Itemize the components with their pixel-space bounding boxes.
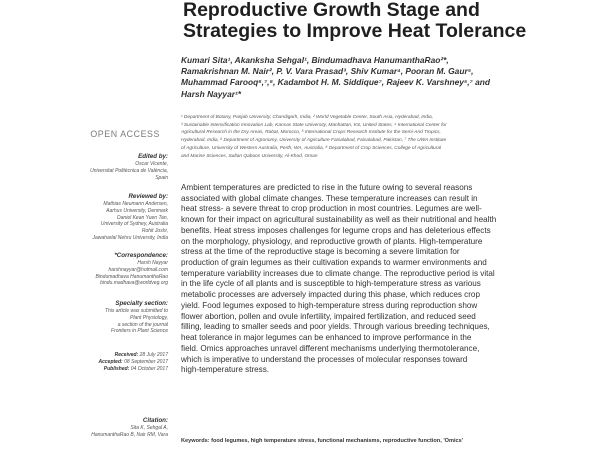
abstract-line: metabolic processes are adversely impacted during this phase, which reduces crop xyxy=(181,290,480,300)
abstract-line: field. Omics approaches unravel different mechanisms underlying thermotolerance, xyxy=(181,343,480,353)
abstract-line: associated with global climate changes. These temperature increases can result in xyxy=(181,193,478,203)
abstract-line: production of grain legumes as their cultivation expands to warmer environments and xyxy=(181,258,487,268)
reviewer-line: Rohit Joshi, xyxy=(141,228,168,235)
date-published xyxy=(58,366,168,373)
reviewer-line: Aarhus University, Denmark xyxy=(106,207,168,214)
reviewer-line: University of Sydney, Australia xyxy=(100,221,168,228)
abstract-line: filling, leading to smaller seeds and poor yields. Through various breeding techniques, xyxy=(181,322,490,332)
citation-line: Sita K, Sehgal A, xyxy=(130,425,168,431)
abstract-line: Ambient temperatures are predicted to rise in the future owing to several reasons xyxy=(181,183,473,192)
edited-by-heading: Edited by: xyxy=(138,153,168,160)
correspondence-heading: *Correspondence: xyxy=(114,252,168,259)
reviewed-by-heading: Reviewed by: xyxy=(128,193,168,200)
author-line: Muhammad Farooq⁶,⁷,⁸, Kadambot H. M. Siddique⁷, Rajeev K. Varshney⁵,⁷ and xyxy=(181,77,491,88)
dates-block xyxy=(58,352,168,372)
date-label: Accepted: xyxy=(98,358,123,365)
title-line: Strategies to Improve Heat Tolerance xyxy=(183,20,527,42)
affiliation-line: ³ Sustainable Intensification Innovation Lab, Kansas State University, Manhattan, KS, United States, ⁴ International Center for xyxy=(181,122,447,128)
date-value: 08 September 2017 xyxy=(124,358,168,365)
reviewed-by-block xyxy=(58,193,168,242)
reviewer-line: Jawaharlal Nehru University, India xyxy=(92,234,168,241)
correspondence-email[interactable]: harshnayyar@hotmail.com xyxy=(108,266,168,273)
date-received xyxy=(58,352,168,359)
affiliations xyxy=(181,114,561,160)
date-label: Published: xyxy=(103,365,130,372)
article-title xyxy=(183,0,583,42)
edited-by-block xyxy=(58,153,168,181)
abstract-line: known for their impact on agricultural sustainability as well as their nutritional and health xyxy=(181,215,497,225)
specialty-line: a section of the journal xyxy=(117,321,168,328)
specialty-line: Frontiers in Plant Science xyxy=(111,328,168,335)
date-label: Received: xyxy=(114,352,139,358)
title-line: Reproductive Growth Stage and xyxy=(183,0,480,21)
abstract-line: heat stress- a severe threat to crop production in most countries. Legumes are well- xyxy=(181,204,482,214)
abstract-line: which is imperative to understand the processes of molecular responses toward xyxy=(181,354,468,364)
editor-line: Universitat Politècnica de València, xyxy=(90,167,168,174)
specialty-line: Plant Physiology, xyxy=(130,314,168,321)
specialty-heading: Specialty section: xyxy=(115,300,168,307)
affiliation-line: Hyderabad, India, ⁶ Department of Agronomy, University of Agriculture Faisalabad, Faisalabad, Pakistan, ⁷ The UWA Institute xyxy=(181,138,447,144)
specialty-line: This article was submitted to xyxy=(104,308,168,314)
specialty-section-block xyxy=(58,300,168,335)
date-value: 28 July 2017 xyxy=(139,352,168,358)
abstract-line: high-temperature stress. xyxy=(181,365,270,375)
affiliation-line: ¹ Department of Botany, Panjab University, Chandigarh, India, ² World Vegetable Center, South Asia, Hyderabad, India, xyxy=(181,115,433,120)
citation-line: HanumanthaRao B, Nair RM, Vara xyxy=(91,431,168,438)
correspondence-line: Harsh Nayyar xyxy=(137,260,168,266)
author-list xyxy=(181,55,561,100)
author-line: Kumari Sita¹, Akanksha Sehgal¹, Bindumadhava HanumanthaRao²*, xyxy=(181,55,449,65)
abstract-line: stress at the time of the reproductive stage is becoming a severe limitation for xyxy=(181,247,460,257)
abstract xyxy=(181,183,551,376)
author-line: Ramakrishnan M. Nair², P. V. Vara Prasad³, Shiv Kumar⁴, Pooran M. Gaur⁵, xyxy=(181,66,474,77)
author-line: Harsh Nayyar¹* xyxy=(181,88,242,99)
abstract-line: heat tolerance in major legumes can be enhanced to improve performance in the xyxy=(181,333,472,343)
abstract-line: flower abortion, pollen and ovule infertility, impaired fertilization, and reduced seed xyxy=(181,311,476,321)
citation-heading: Citation: xyxy=(142,417,168,424)
reviewer-line: Daniel Kean Yuen Tan, xyxy=(117,214,168,221)
affiliation-line: of Agriculture, University of Western Australia, Perth, WA, Australia, ⁸ Department of Crop Sciences, College of Agricultural xyxy=(181,145,442,151)
citation-block xyxy=(58,417,168,439)
abstract-line: benefits. Heat stress imposes challenges for legume crops and has deleterious effects xyxy=(181,225,491,235)
editor-line: Oscar Vicente, xyxy=(135,161,168,167)
keywords: Keywords: food legumes, high temperature stress, functional mechanisms, reproductive function, 'Omics' xyxy=(181,438,464,444)
reviewer-line: Mathias Neumann Andersen, xyxy=(103,201,168,207)
open-access-label: OPEN ACCESS xyxy=(90,129,160,139)
abstract-line: yield. Food legumes exposed to high-temperature stress during reproduction show xyxy=(181,300,478,310)
correspondence-email[interactable]: bindu.madhava@worldveg.org xyxy=(100,280,168,287)
abstract-line: on the morphology, physiology, and reproductive growth of plants. High-temperature xyxy=(181,236,483,246)
affiliation-line: Agricultural Research in the Dry Areas, Rabat, Morocco, ⁵ International Crops Research Institute for the Semi-Arid Tropics, xyxy=(181,130,441,136)
date-accepted xyxy=(58,359,168,366)
affiliation-line: and Marine Sciences, Sultan Qaboos University, Al-Khod, Oman xyxy=(181,153,318,159)
correspondence-line: Bindumadhava HanumanthaRao xyxy=(95,273,168,280)
abstract-line: temperature variability increases due to climate change. The reproductive period is vital xyxy=(181,268,495,278)
abstract-line: in the life cycle of all plants and is susceptible to high-temperature stress as various xyxy=(181,279,481,289)
date-value: 04 October 2017 xyxy=(130,365,168,372)
correspondence-block xyxy=(58,252,168,287)
editor-line: Spain xyxy=(155,174,168,181)
